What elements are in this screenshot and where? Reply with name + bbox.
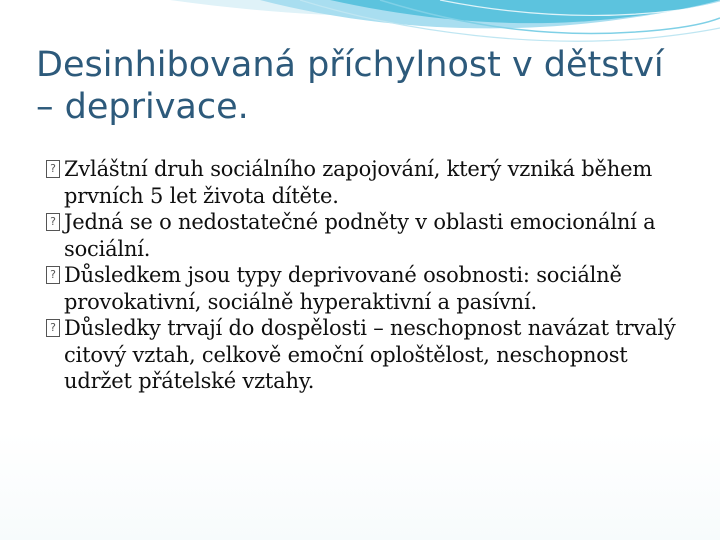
bullet-item xyxy=(46,262,686,315)
bullet-item xyxy=(46,156,686,209)
missing-glyph-bullet-icon xyxy=(46,319,60,337)
bullet-text: Důsledky trvají do dospělosti – neschopnost navázat trvalý citový vztah, celkově emoční oploštělost, neschopnost udržet přátelské vztahy. xyxy=(64,316,676,393)
bullet-item xyxy=(46,209,686,262)
bullet-text: Důsledkem jsou typy deprivované osobnosti: sociálně provokativní, sociálně hyperaktivní a pasívní. xyxy=(64,263,622,314)
slide-title: Desinhibovaná příchylnost v dětství – deprivace. xyxy=(36,45,664,127)
missing-glyph-bullet-icon xyxy=(46,213,60,231)
bullet-text: Jedná se o nedostatečné podněty v oblasti emocionální a sociální. xyxy=(64,210,656,261)
missing-glyph-bullet-icon xyxy=(46,266,60,284)
missing-glyph-bullet-icon xyxy=(46,160,60,178)
bullet-text: Zvláštní druh sociálního zapojování, který vzniká během prvních 5 let života dítěte. xyxy=(64,157,653,208)
bullet-item xyxy=(46,315,686,395)
bullet-list xyxy=(46,156,686,395)
